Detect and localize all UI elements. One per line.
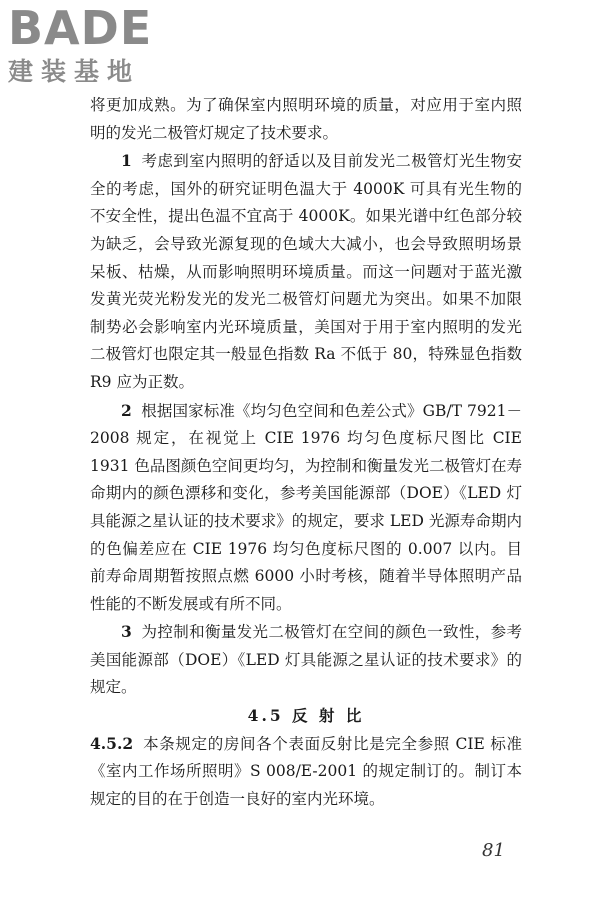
- logo-wordmark: BADE: [8, 1, 153, 55]
- item-2-number: 2: [121, 400, 132, 420]
- clause-number: 4.5.2: [90, 733, 134, 753]
- document-body: [90, 92, 522, 813]
- paragraph-continuation: 将更加成熟。为了确保室内照明环境的质量，对应用于室内照明的发光二极管灯规定了技术要求。: [90, 96, 522, 142]
- clause-text: 本条规定的房间各个表面反射比是完全参照 CIE 标准《室内工作场所照明》S 008/E-2001 的规定制订的。制订本规定的目的在于创造一良好的室内光环境。: [90, 734, 522, 808]
- brand-logo: [8, 1, 178, 90]
- item-1: [90, 147, 522, 396]
- item-3-number: 3: [121, 622, 132, 642]
- item-1-text: 考虑到室内照明的舒适以及目前发光二极管灯光生物安全的考虑，国外的研究证明色温大于 4000K 可具有光生物的不安全性，提出色温不宜高于 4000K。如果光谱中红色部分较为缺乏，会导致光源复现的色域大大减小，也会导致照明场景呆板、枯燥，从而影响照明环境质量。而这一问题对于蓝光激发黄光荧光粉发光的发光二极管灯问题尤为突出。如果不加限制势必会影响室内光环境质量，美国对于用于室内照明的发光二极管灯也限定其一般显色指数 Ra 不低于 80，特殊显色指数 R9 应为正数。: [90, 152, 522, 391]
- item-1-number: 1: [121, 151, 132, 171]
- item-2: [90, 397, 522, 619]
- page-number: 81: [482, 840, 505, 861]
- item-3-text: 为控制和衡量发光二极管灯在空间的颜色一致性，参考美国能源部（DOE）《LED 灯具能源之星认证的技术要求》的规定。: [90, 623, 522, 697]
- clause-4-5-2: [90, 730, 522, 814]
- item-2-text: 根据国家标准《均匀色空间和色差公式》GB/T 7921－2008 规定，在视觉上 CIE 1976 均匀色度标尺图比 CIE 1931 色品图颜色空间更均匀，为控制和衡量发光二极管灯在寿命期内的颜色漂移和变化，参考美国能源部（DOE）《LED 灯具能源之星认证的技术要求》的规定，要求 LED 光源寿命期内的色偏差应在 CIE 1976 均匀色度标尺图的 0.007 以内。目前寿命周期暂按照点燃 6000 小时考核，随着半导体照明产品性能的不断发展或有所不同。: [90, 401, 522, 613]
- item-3: [90, 618, 522, 702]
- logo-subtitle: 建装基地: [8, 57, 141, 86]
- section-title: 4.5 反 射 比: [247, 706, 365, 726]
